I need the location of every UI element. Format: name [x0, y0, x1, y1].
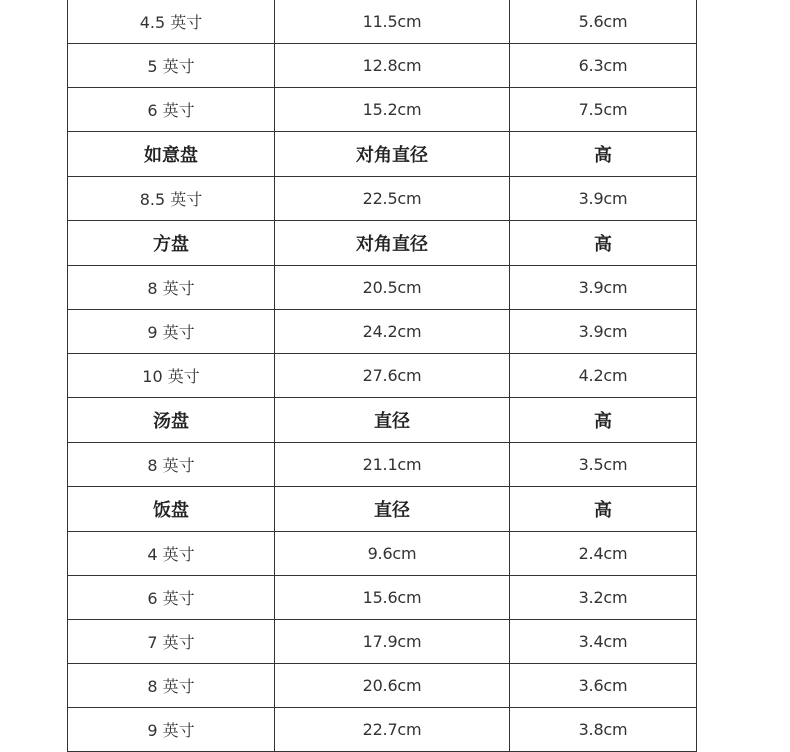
- table-row: [68, 354, 697, 398]
- diameter-cell: 20.5cm: [275, 266, 510, 310]
- section-title-cell: 方盘: [68, 221, 275, 266]
- table-row: [68, 576, 697, 620]
- size-cell: 8 英寸: [68, 443, 275, 487]
- size-cell: 7 英寸: [68, 620, 275, 664]
- size-cell: 5 英寸: [68, 44, 275, 88]
- section-header-row: [68, 487, 697, 532]
- height-cell: 5.6cm: [510, 0, 697, 44]
- height-cell: 3.5cm: [510, 443, 697, 487]
- diameter-cell: 27.6cm: [275, 354, 510, 398]
- section-title-cell: 如意盘: [68, 132, 275, 177]
- size-cell: 6 英寸: [68, 88, 275, 132]
- diameter-header-cell: 直径: [275, 487, 510, 532]
- table-row: [68, 443, 697, 487]
- diameter-cell: 11.5cm: [275, 0, 510, 44]
- diameter-cell: 22.5cm: [275, 177, 510, 221]
- height-cell: 3.9cm: [510, 266, 697, 310]
- size-cell: 10 英寸: [68, 354, 275, 398]
- height-cell: 2.4cm: [510, 532, 697, 576]
- size-table-body: [68, 0, 697, 752]
- size-cell: 8 英寸: [68, 664, 275, 708]
- height-cell: 3.6cm: [510, 664, 697, 708]
- size-cell: 4.5 英寸: [68, 0, 275, 44]
- diameter-header-cell: 对角直径: [275, 132, 510, 177]
- table-row: [68, 44, 697, 88]
- height-header-cell: 高: [510, 221, 697, 266]
- diameter-cell: 15.6cm: [275, 576, 510, 620]
- table-row: [68, 310, 697, 354]
- section-header-row: [68, 221, 697, 266]
- diameter-cell: 22.7cm: [275, 708, 510, 752]
- section-title-cell: 饭盘: [68, 487, 275, 532]
- height-header-cell: 高: [510, 398, 697, 443]
- height-cell: 3.9cm: [510, 177, 697, 221]
- table-row: [68, 620, 697, 664]
- diameter-cell: 20.6cm: [275, 664, 510, 708]
- height-cell: 3.4cm: [510, 620, 697, 664]
- height-cell: 3.9cm: [510, 310, 697, 354]
- diameter-cell: 21.1cm: [275, 443, 510, 487]
- diameter-cell: 17.9cm: [275, 620, 510, 664]
- size-cell: 9 英寸: [68, 310, 275, 354]
- size-cell: 9 英寸: [68, 708, 275, 752]
- size-cell: 8.5 英寸: [68, 177, 275, 221]
- diameter-cell: 24.2cm: [275, 310, 510, 354]
- height-cell: 4.2cm: [510, 354, 697, 398]
- height-cell: 3.8cm: [510, 708, 697, 752]
- section-header-row: [68, 398, 697, 443]
- height-cell: 3.2cm: [510, 576, 697, 620]
- diameter-header-cell: 对角直径: [275, 221, 510, 266]
- size-cell: 6 英寸: [68, 576, 275, 620]
- table-row: [68, 532, 697, 576]
- table-row: [68, 664, 697, 708]
- height-header-cell: 高: [510, 132, 697, 177]
- section-header-row: [68, 132, 697, 177]
- table-row: [68, 0, 697, 44]
- diameter-cell: 12.8cm: [275, 44, 510, 88]
- size-table: [67, 0, 697, 752]
- diameter-cell: 9.6cm: [275, 532, 510, 576]
- section-title-cell: 汤盘: [68, 398, 275, 443]
- height-header-cell: 高: [510, 487, 697, 532]
- height-cell: 6.3cm: [510, 44, 697, 88]
- height-cell: 7.5cm: [510, 88, 697, 132]
- table-row: [68, 708, 697, 752]
- table-row: [68, 88, 697, 132]
- diameter-header-cell: 直径: [275, 398, 510, 443]
- diameter-cell: 15.2cm: [275, 88, 510, 132]
- table-row: [68, 266, 697, 310]
- table-row: [68, 177, 697, 221]
- size-cell: 8 英寸: [68, 266, 275, 310]
- size-cell: 4 英寸: [68, 532, 275, 576]
